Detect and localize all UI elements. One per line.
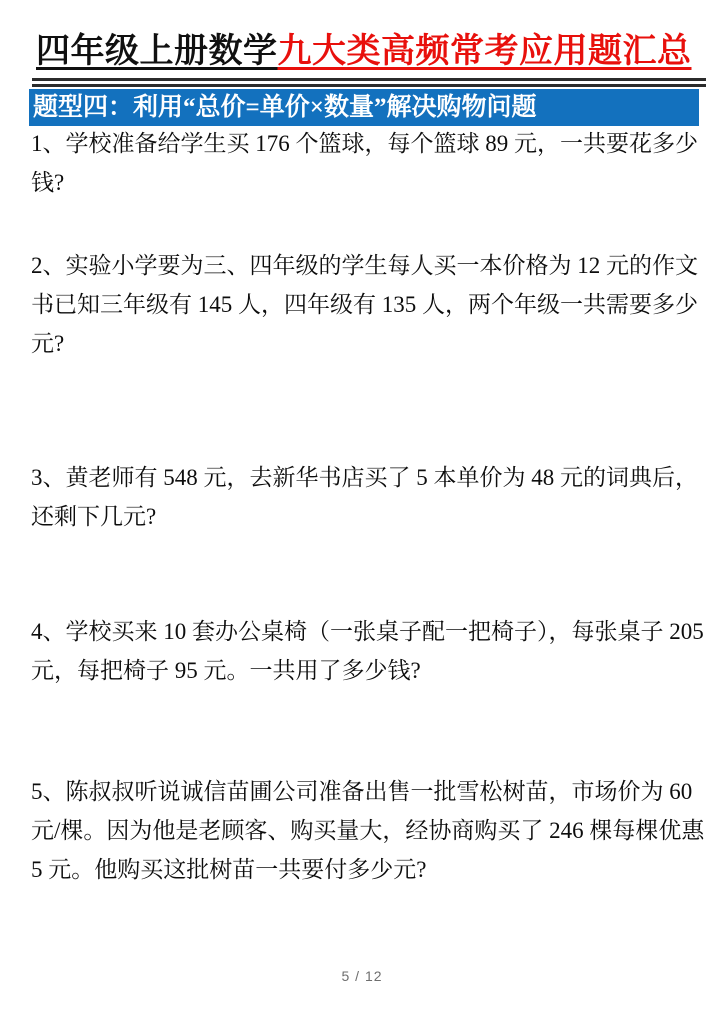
question-3-line-2: 还剩下几元? (31, 504, 157, 529)
question-2-line-3: 元? (31, 331, 65, 356)
question-4-line-1: 4、学校买来 10 套办公桌椅（一张桌子配一把椅子），每张桌子 205 (31, 619, 704, 644)
question-5-line-3: 5 元。他购买这批树苗一共要付多少元? (31, 857, 427, 882)
page-title-black-segment: 四年级上册数学 (36, 33, 278, 70)
question-5-line-1: 5、陈叔叔听说诚信苗圃公司准备出售一批雪松树苗，市场价为 60 (31, 779, 693, 804)
page-title-red-segment: 九大类高频常考应用题汇总 (277, 33, 692, 70)
question-2 (31, 246, 707, 363)
question-1-line-2: 钱? (31, 170, 65, 195)
question-4-line-2: 元，每把椅子 95 元。一共用了多少钱? (31, 658, 421, 683)
page-title (36, 30, 708, 74)
question-3 (31, 458, 707, 536)
question-2-line-1: 2、实验小学要为三、四年级的学生每人买一本价格为 12 元的作文 (31, 253, 698, 278)
section-banner: 题型四：利用“总价=单价×数量”解决购物问题 (29, 89, 699, 126)
question-3-line-1: 3、黄老师有 548 元，去新华书店买了 5 本单价为 48 元的词典后， (31, 465, 698, 490)
question-1-line-1: 1、学校准备给学生买 176 个篮球，每个篮球 89 元，一共要花多少 (31, 131, 698, 156)
question-1 (31, 124, 707, 202)
page-number-indicator: 5 / 12 (341, 968, 383, 984)
header-double-rule (32, 78, 706, 87)
question-5-line-2: 元/棵。因为他是老顾客、购买量大，经协商购买了 246 棵每棵优惠 (31, 818, 705, 843)
question-2-line-2: 书已知三年级有 145 人，四年级有 135 人，两个年级一共需要多少 (31, 292, 698, 317)
question-5 (31, 772, 707, 889)
question-4 (31, 612, 707, 690)
